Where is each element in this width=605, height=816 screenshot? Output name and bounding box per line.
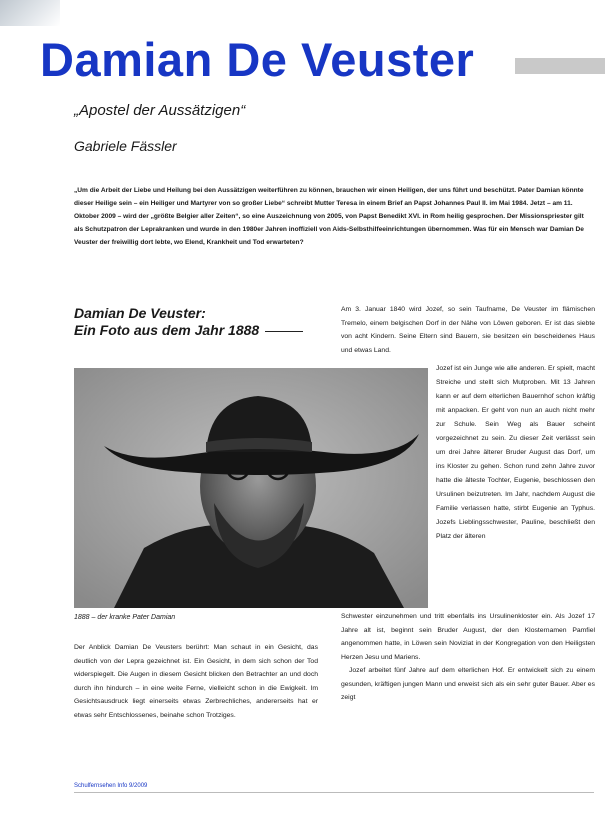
- footer-rule: [74, 792, 594, 793]
- photo-caption: 1888 – der kranke Pater Damian: [74, 614, 176, 621]
- heading-rule: [265, 331, 303, 332]
- left-paragraph: Der Anblick Damian De Veusters berührt: Man schaut in ein Gesicht, das deutlich von der Lepra gezeichnet ist. Ein Gesicht, in dem sich schon der Tod widerspiegelt. Die Augen in diesem Gesicht blicken den Betrachter an und doch durch ihn hindurch – in eine weite Ferne, vielleicht schon in die Ewigkeit. Im Gesichtsausdruck liegt einerseits etwas Zerbrechliches, andererseits hat er etwas sehr Entschlossenes, beinahe schon Trotziges.: [74, 644, 318, 719]
- left-column: [74, 641, 318, 722]
- right-paragraph-2: Jozef ist ein Junge wie alle anderen. Er spielt, macht Streiche und stellt sich Mutproben. Mit 13 Jahren kann er auf dem elterlichen Bauernhof schon kräftig mit anpacken. Er geht von nun an auch nicht mehr zur Schule. Sein Weg als Bauer scheint vorgezeichnet zu sein. Zu dieser Zeit verlässt sein um drei Jahre älterer Bruder August das Dorf, um ins Kloster zu gehen. Schon rund zehn Jahre zuvor hatte die älteste Tochter, Eugenie, beschlossen den Ursulinen beizutreten. Im Jahr, nachdem August die Familie verlassen hatte, stirbt Eugenie an Typhus. Jozefs Lieblingsschwester, Pauline, beschließt den Platz der älteren: [436, 365, 595, 540]
- right-paragraph-4: Jozef arbeitet fünf Jahre auf dem elterlichen Hof. Er entwickelt sich zu einem gesunden, kräftigen jungen Mann und erweist sich als ein sehr guter Bauer. Aber es zeigt: [341, 667, 595, 701]
- section-heading-line1: Damian De Veuster:: [74, 305, 206, 321]
- right-paragraph-3: Schwester einzunehmen und tritt ebenfalls ins Ursulinenkloster ein. Als Jozef 17 Jahre alt ist, beginnt sein Bruder August, der den Klosternamen Pamfiel angenommen hatte, in Löwen sein Noviziat in der Kongregation von den Heiligsten Herzen Jesu und Mariens.: [341, 613, 595, 661]
- page-title: Damian De Veuster: [40, 33, 475, 86]
- abstract-text: „Um die Arbeit der Liebe und Heilung bei den Aussätzigen weiterführen zu können, brauchen wir einen Heiligen, der uns führt und beschützt. Pater Damian könnte dieser Heilige sein – ein Heiliger und Martyrer von so großer Liebe“ schreibt Mutter Teresa in einem Brief an Papst Johannes Paul II. im Mai 1984. Jetzt – am 11. Oktober 2009 – wird der „größte Belgier aller Zeiten“, so eine Auszeichnung von 2005, von Papst Benedikt XVI. in Rom heilig gesprochen. Der Missionspriester gilt als Schutzpatron der Leprakranken und wurde in den 1980er Jahren inoffiziell von Aids-Selbsthilfeeinrichtungen übernommen. Was für ein Mensch war Damian De Veuster der freiwillig dort lebte, wo Elend, Krankheit und Tod erwarteten?: [74, 187, 584, 246]
- footer-label: Schulfernsehen Info 9/2009: [74, 783, 148, 789]
- right-column-top: [341, 303, 595, 357]
- corner-decoration: [0, 0, 60, 26]
- section-heading-line2: Ein Foto aus dem Jahr 1888: [74, 322, 260, 338]
- author: Gabriele Fässler: [74, 138, 177, 154]
- right-column-wrap: [436, 362, 595, 544]
- portrait-photo: [74, 368, 428, 608]
- section-heading-line2-wrap: [74, 322, 319, 339]
- right-column-bottom: [341, 610, 595, 705]
- right-paragraph-1: Am 3. Januar 1840 wird Jozef, so sein Taufname, De Veuster im flämischen Tremelo, einem belgischen Dorf in der Nähe von Löwen geboren. Er ist das siebte von acht Kindern. Seine Eltern sind Bauern, sie besitzen ein bescheidenes Haus und etwas Land.: [341, 306, 595, 354]
- section-heading: [74, 305, 319, 339]
- abstract: [74, 184, 594, 249]
- title-accent-bar: [515, 58, 605, 74]
- page-subtitle: „Apostel der Aussätzigen“: [74, 102, 246, 119]
